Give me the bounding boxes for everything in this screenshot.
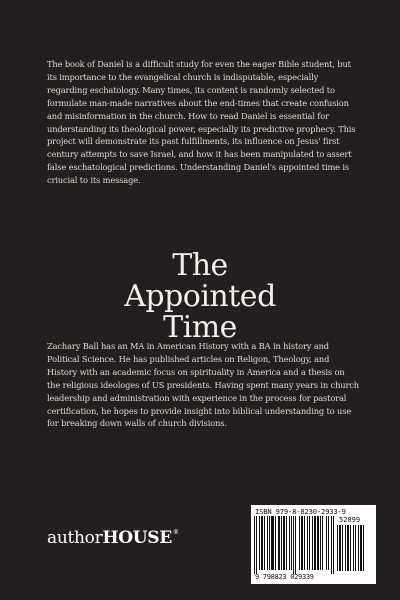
barcode-bar <box>337 525 338 571</box>
ean-number: 9 798823 029339 <box>255 573 314 581</box>
title-line-1: The <box>172 248 228 283</box>
barcode-bar <box>283 516 285 570</box>
barcode-bar <box>326 516 327 570</box>
barcode-bar <box>333 516 334 574</box>
book-title <box>0 250 400 343</box>
barcode-bar <box>360 525 362 571</box>
barcode-bar <box>295 516 296 574</box>
barcode-bar <box>275 516 276 570</box>
barcode-bar <box>314 516 316 570</box>
barcode-bar <box>342 525 343 571</box>
barcode-bar <box>339 525 341 571</box>
author-bio: Zachary Ball has an MA in American History with a BA in history and Political Science. He has published articles on Religon, Theology, and History with an academic focus on spirituality in America and a thesis on the religious ideologes of US presidents. Having spent many years in church leadership and administration with experience in the process for pastoral certification, he hopes to provide insight into biblical understanding to use for breaking down walls of church divisions. <box>47 341 359 429</box>
publisher-logo <box>47 528 179 548</box>
barcode-bar <box>363 525 364 571</box>
isbn-text: ISBN 979-8-8230-2933-9 <box>255 507 346 516</box>
barcode-bar <box>289 516 290 570</box>
barcode-bar <box>322 516 323 570</box>
barcode-bar <box>317 516 319 570</box>
barcode-bar <box>264 516 265 570</box>
barcode-bar <box>254 516 255 574</box>
barcode-bar <box>355 525 356 571</box>
barcode-bar <box>271 516 274 570</box>
barcode-bar <box>269 516 270 570</box>
price-addon-number: 52099 <box>339 516 361 524</box>
barcode-bar <box>328 516 329 570</box>
barcode-bar <box>347 525 349 571</box>
barcode-bar <box>261 516 263 570</box>
registered-mark: ® <box>172 529 179 536</box>
barcode-bar <box>307 516 308 570</box>
publisher-logo-part2: HOUSE <box>102 528 172 548</box>
ean-barcode-bars <box>254 516 336 574</box>
isbn-barcode <box>251 505 376 584</box>
barcode-bar <box>345 525 346 571</box>
barcode-bar <box>286 516 287 570</box>
barcode-bar <box>293 516 294 574</box>
barcode-bar <box>278 516 280 570</box>
addon-barcode-bars <box>337 525 371 573</box>
barcode-bar <box>304 516 305 570</box>
barcode-bar <box>353 525 354 571</box>
barcode-bar <box>267 516 268 570</box>
title-line-3: Time <box>163 310 237 345</box>
back-cover-blurb: The book of Daniel is a difficult study for even the eager Bible student, but its importance to the evangelical church is indisputable, especially regarding eschatology. Many times, its content is randomly selected to formulate man-made narratives about the end-times that create confusion and misinformation in the church. How to read Daniel is essential for understanding its theological power, especially its predictive prophecy. This project will demonstrate its past fulfillments, its influence on Jesus' first century attempts to save Israel, and how it has been manipulated to assert false eschatological predictions. Understanding Daniel's appointed time is criucial to its message. <box>47 59 356 186</box>
barcode-bar <box>291 516 292 570</box>
barcode-bar <box>309 516 310 570</box>
barcode-bar <box>301 516 303 570</box>
barcode-bar <box>259 516 260 570</box>
barcode-bar <box>358 525 359 571</box>
barcode-bar <box>331 516 332 574</box>
barcode-bar <box>281 516 282 570</box>
publisher-logo-part1: author <box>47 528 103 548</box>
barcode-bar <box>312 516 313 570</box>
barcode-bar <box>350 525 351 571</box>
barcode-bar <box>299 516 300 570</box>
barcode-bar <box>320 516 321 570</box>
barcode-bar <box>256 516 257 574</box>
title-line-2: Appointed <box>124 279 276 314</box>
